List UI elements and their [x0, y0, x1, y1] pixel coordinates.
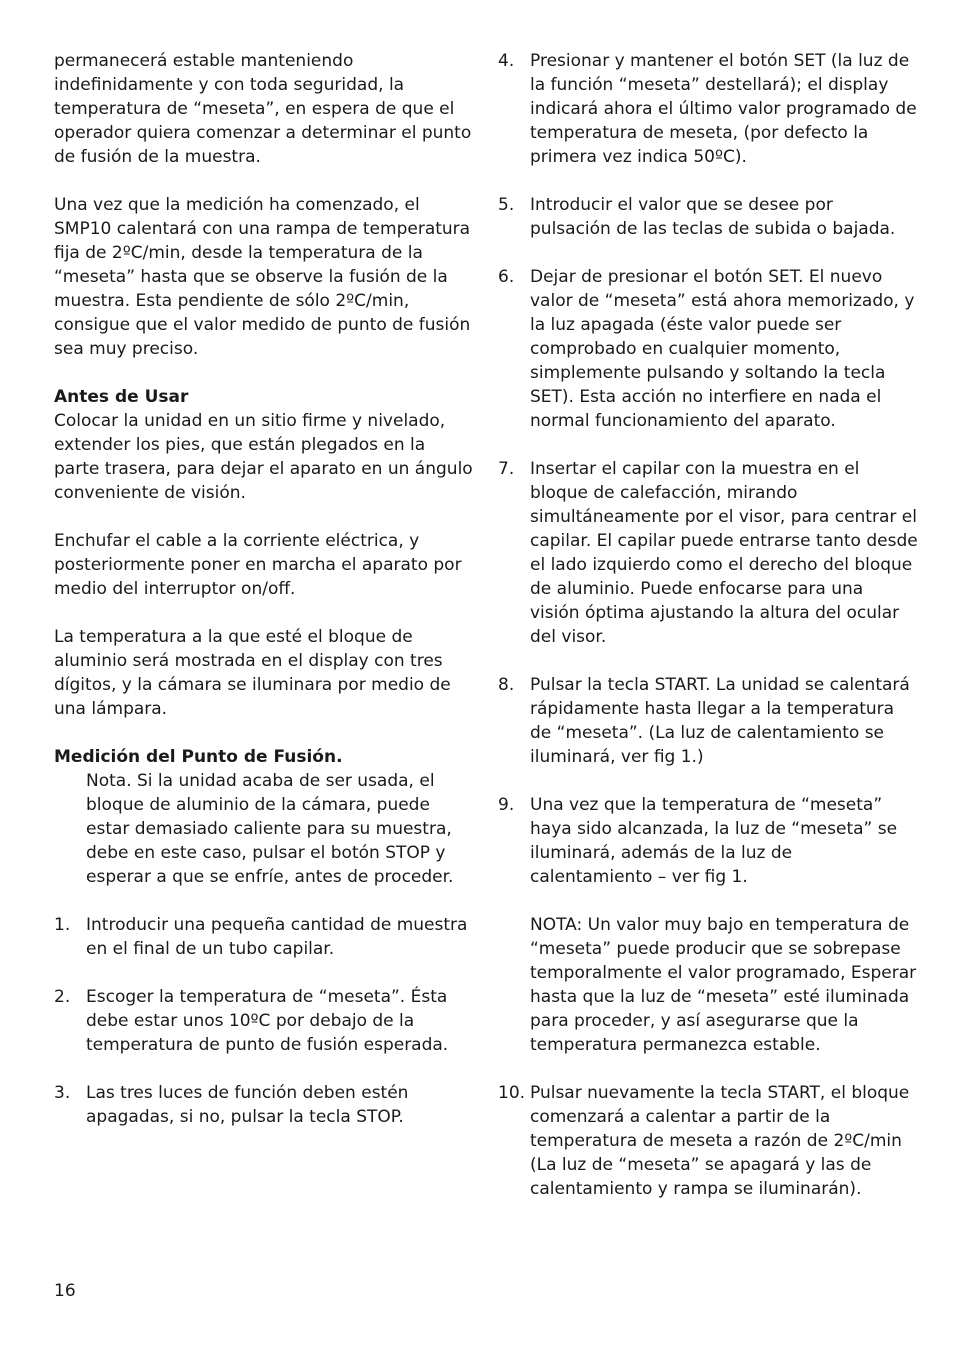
- step-number: 5.: [498, 195, 515, 215]
- paragraph-display: La temperatura a la que esté el bloque de aluminio será mostrada en el display con tres dígitos, y la cámara se iluminara por medio de una lámpara.: [54, 627, 451, 719]
- step-number: 1.: [54, 915, 71, 935]
- step-text: Insertar el capilar con la muestra en el bloque de calefacción, mirando simultáneamente por el visor, para centrar el capilar. El capilar puede entrarse tanto desde el lado izquierdo como el derecho del bloque de aluminio. Puede enfocarse para una visión óptima ajustando la altura del ocular del visor.: [530, 459, 918, 647]
- step-number: 9.: [498, 795, 515, 815]
- heading-antes-de-usar: Antes de Usar: [54, 387, 189, 407]
- step-text: Escoger la temperatura de “meseta”. Ésta debe estar unos 10ºC por debajo de la temperatura de punto de fusión esperada.: [86, 987, 449, 1055]
- right-column: [498, 49, 918, 1225]
- step-text: Introducir una pequeña cantidad de muestra en el final de un tubo capilar.: [86, 915, 468, 959]
- step-text: Las tres luces de función deben estén apagadas, si no, pulsar la tecla STOP.: [86, 1083, 409, 1127]
- step-text: Presionar y mantener el botón SET (la luz de la función “meseta” destellará); el display indicará ahora el último valor programado de temperatura de meseta, (por defecto la primera vez indica 50ºC).: [530, 51, 917, 167]
- paragraph-intro: permanecerá estable manteniendo indefinidamente y con toda seguridad, la temperatura de “meseta”, en espera de que el operador quiera comenzar a determinar el punto de fusión de la muestra.: [54, 51, 472, 167]
- step-number: 4.: [498, 51, 515, 71]
- step-text: Dejar de presionar el botón SET. El nuevo valor de “meseta” está ahora memorizado, y la luz apagada (éste valor puede ser comprobado en cualquier momento, simplemente pulsando y soltando la tecla SET). Esta acción no interfiere en nada el normal funcionamiento del aparato.: [530, 267, 915, 431]
- medicion-note: Nota. Si la unidad acaba de ser usada, el bloque de aluminio de la cámara, puede estar demasiado caliente para su muestra, debe en este caso, pulsar el botón STOP y esperar a que se enfríe, antes de proceder.: [86, 771, 454, 887]
- step-item: [54, 985, 474, 1057]
- step-number: 2.: [54, 987, 71, 1007]
- step-text: Pulsar la tecla START. La unidad se calentará rápidamente hasta llegar a la temperatura de “meseta”. (La luz de calentamiento se iluminará, ver fig 1.): [530, 675, 910, 767]
- step-number: 3.: [54, 1083, 71, 1103]
- step-note: NOTA: Un valor muy bajo en temperatura de “meseta” puede producir que se sobrepase temporalmente el valor programado, Esperar hasta que la luz de “meseta” esté iluminada para proceder, y así asegurarse que la temperatura permanezca estable.: [530, 915, 917, 1055]
- step-text: Pulsar nuevamente la tecla START, el bloque comenzará a calentar a partir de la temperatura de meseta a razón de 2ºC/min (La luz de “meseta” se apagará y las de calentamiento y rampa se iluminarán).: [530, 1083, 910, 1199]
- step-item: [498, 49, 918, 169]
- step-number: 8.: [498, 675, 515, 695]
- step-number: 7.: [498, 459, 515, 479]
- paragraph-power: Enchufar el cable a la corriente eléctrica, y posteriormente poner en marcha el aparato por medio del interruptor on/off.: [54, 531, 462, 599]
- step-text: Introducir el valor que se desee por pulsación de las teclas de subida o bajada.: [530, 195, 896, 239]
- step-item: [498, 265, 918, 433]
- step-item: [54, 913, 474, 961]
- step-item: [498, 1081, 918, 1201]
- step-item: [498, 793, 918, 1057]
- step-item: [498, 193, 918, 241]
- left-column: [54, 49, 474, 1153]
- step-item: [498, 457, 918, 649]
- step-text: Una vez que la temperatura de “meseta” haya sido alcanzada, la luz de “meseta” se iluminará, además de la luz de calentamiento – ver fig 1.: [530, 795, 898, 887]
- step-number: 10.: [498, 1083, 526, 1103]
- step-item: [498, 673, 918, 769]
- paragraph-measurement-ramp: Una vez que la medición ha comenzado, el SMP10 calentará con una rampa de temperatura fija de 2ºC/min, desde la temperatura de la “meseta” hasta que se observe la fusión de la muestra. Esta pendiente de sólo 2ºC/min, consigue que el valor medido de punto de fusión sea muy preciso.: [54, 195, 471, 359]
- paragraph-setup: Colocar la unidad en un sitio firme y nivelado, extender los pies, que están plegados en la parte trasera, para dejar el aparato en un ángulo conveniente de visión.: [54, 411, 473, 503]
- page-number: 16: [54, 1281, 76, 1301]
- heading-medicion: Medición del Punto de Fusión.: [54, 747, 343, 767]
- step-number: 6.: [498, 267, 515, 287]
- step-item: [54, 1081, 474, 1129]
